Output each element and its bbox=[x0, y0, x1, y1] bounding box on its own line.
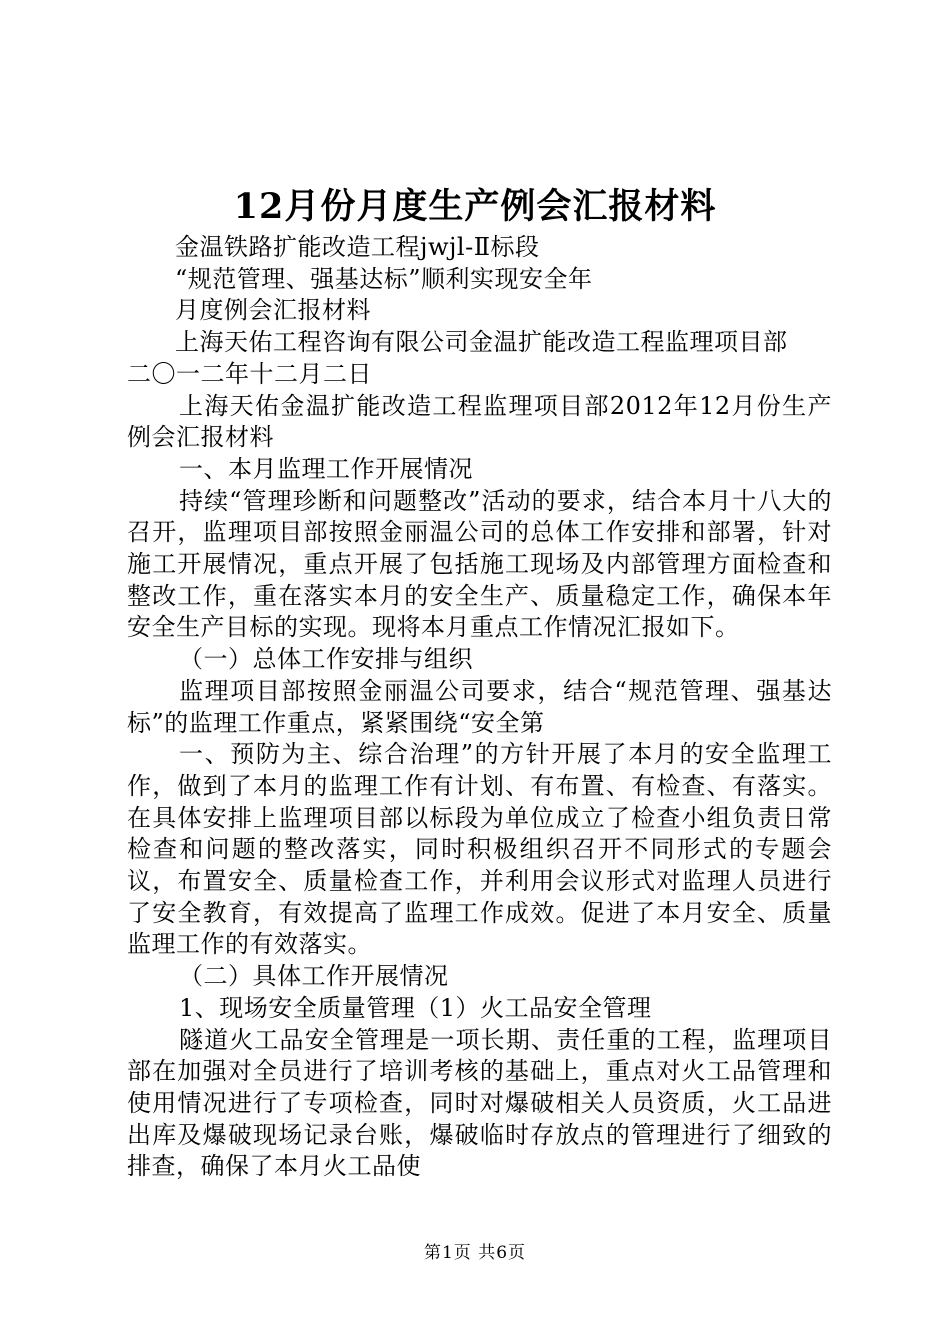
section-heading-1: 一、本月监理工作开展情况 bbox=[179, 454, 473, 483]
body-paragraph: 持续“管理珍断和问题整改”活动的要求，结合本月十八大的召开，监理项目部按照金丽温公司的总体工作安排和部署，针对施工开展情况，重点开展了包括施工现场及内部管理方面检查和整改工作，重在落实本月的安全生产、质量稳定工作，确保本年安全生产目标的实现。现将本月重点工作情况汇报如下。 bbox=[127, 486, 832, 642]
subsection-heading-2: （二）具体工作开展情况 bbox=[179, 962, 449, 991]
report-type-line: 月度例会汇报材料 bbox=[175, 296, 371, 325]
item-heading: 1、现场安全质量管理（1）火工品安全管理 bbox=[179, 993, 652, 1022]
document-title: 12月份月度生产例会汇报材料 bbox=[233, 186, 717, 227]
slogan-line: “规范管理、强基达标”顺利实现安全年 bbox=[175, 264, 593, 293]
subsection-heading-1: （一）总体工作安排与组织 bbox=[179, 645, 473, 674]
body-paragraph: 隧道火工品安全管理是一项长期、责任重的工程，监理项目部在加强对全员进行了培训考核的基础上，重点对火工品管理和使用情况进行了专项检查，同时对爆破相关人员资质，火工品进出库及爆破现场记录台账，爆破临时存放点的管理进行了细致的排查，确保了本月火工品使 bbox=[127, 1025, 832, 1181]
body-paragraph: 一、预防为主、综合治理”的方针开展了本月的安全监理工作，做到了本月的监理工作有计划、有布置、有检查、有落实。在具体安排上监理项目部以标段为单位成立了检查小组负责日常检查和问题的整改落实，同时积极组织召开不同形式的专题会议，布置安全、质量检查工作，并利用会议形式对监理人员进行了安全教育，有效提高了监理工作成效。促进了本月安全、质量监理工作的有效落实。 bbox=[127, 740, 832, 959]
organization-line: 上海天佑工程咨询有限公司金温扩能改造工程监理项目部 bbox=[175, 328, 788, 357]
page-number-footer: 第1页 共6页 bbox=[423, 1243, 527, 1263]
report-heading-paragraph: 上海天佑金温扩能改造工程监理项目部2012年12月份生产例会汇报材料 bbox=[127, 391, 832, 452]
body-paragraph: 监理项目部按照金丽温公司要求，结合“规范管理、强基达标”的监理工作重点，紧紧围绕“安全第 bbox=[127, 676, 832, 737]
date-line: 二〇一二年十二月二日 bbox=[127, 359, 372, 388]
document-body bbox=[127, 232, 832, 1183]
project-name-line: 金温铁路扩能改造工程jwjl-Ⅱ标段 bbox=[175, 233, 540, 261]
